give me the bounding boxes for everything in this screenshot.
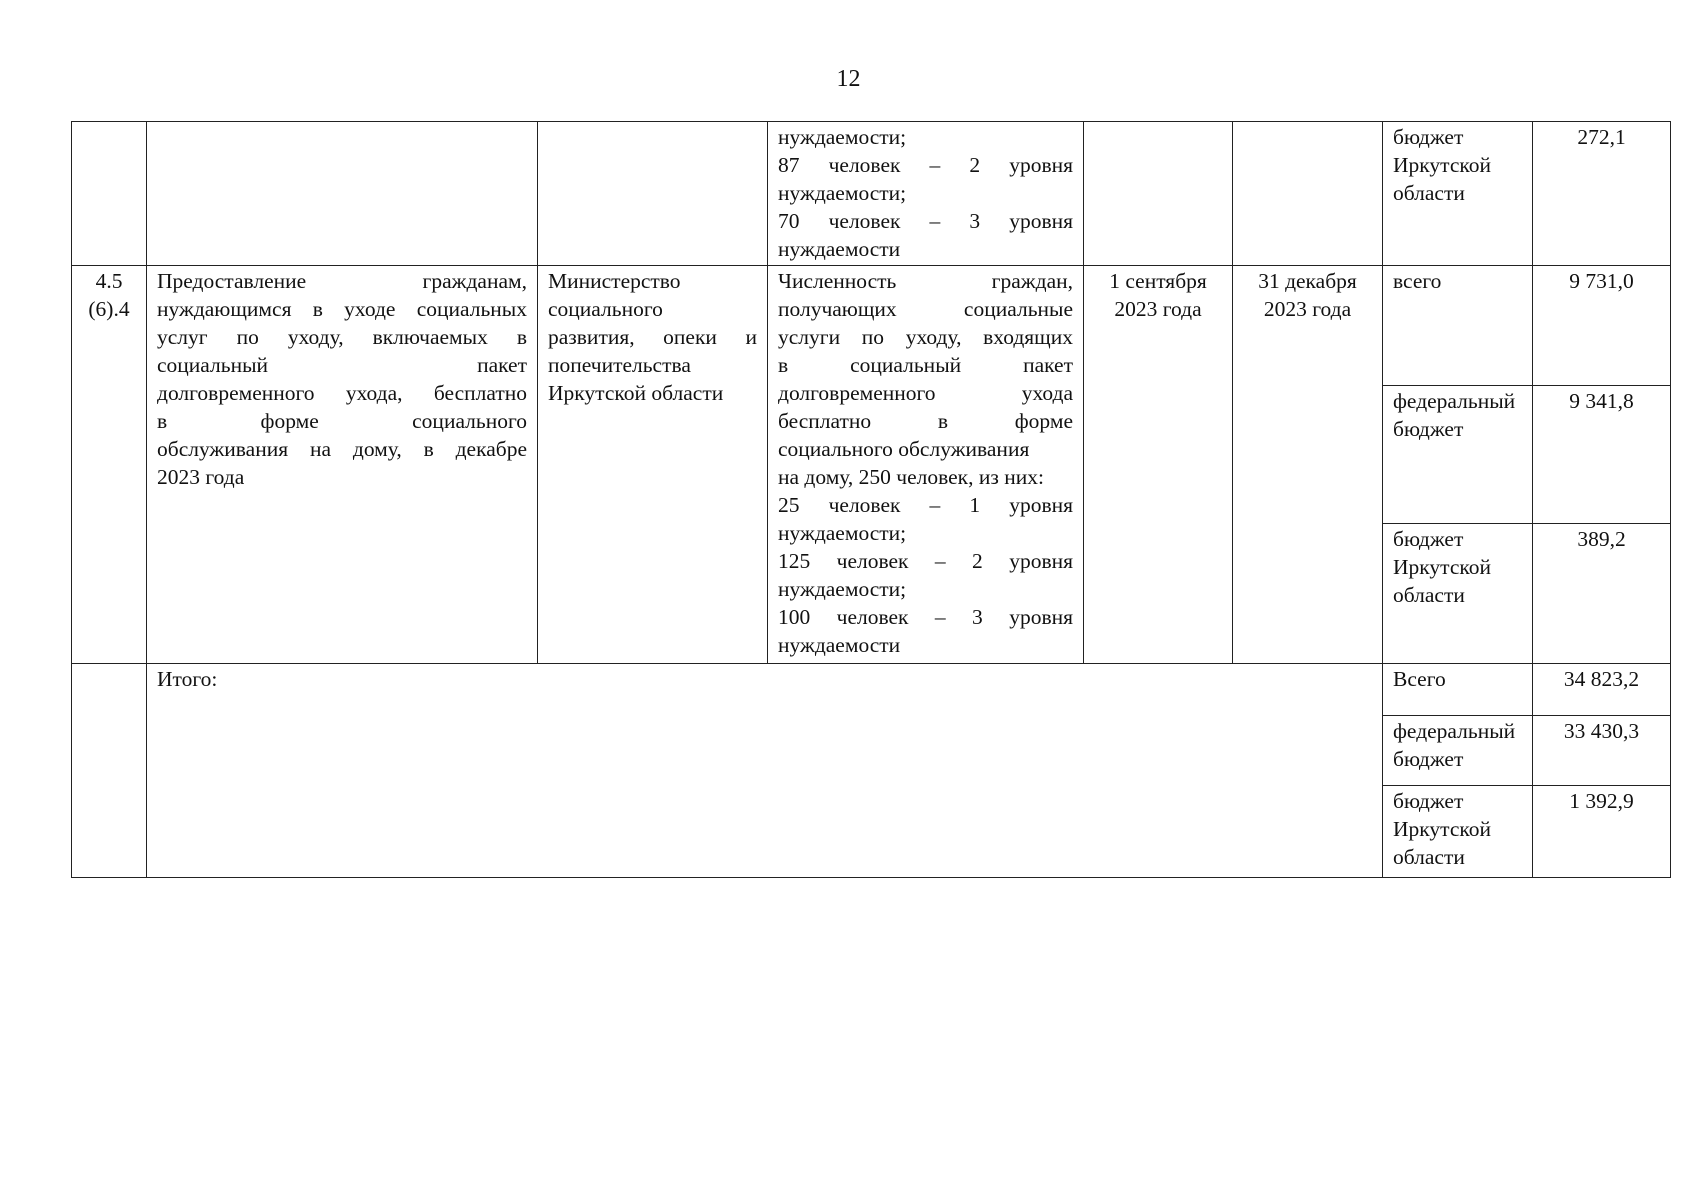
indicator-line: нуждаемости; (778, 125, 907, 149)
total-label-cell: Итого: (147, 664, 1383, 878)
indicator-line: нуждаемости (778, 633, 901, 657)
funding-source-cell: бюджет Иркутской области (1383, 122, 1533, 266)
indicator-line: 100 человек – 3 уровня (778, 605, 1073, 629)
indicator-line: услуги по уходу, входящих (778, 325, 1073, 349)
end-date-cell (1233, 122, 1383, 266)
activity-line: обслуживания на дому, в декабре (157, 437, 527, 461)
executor-line: Министерство (548, 269, 681, 293)
indicator-line: 87 человек – 2 уровня (778, 153, 1073, 177)
activity-line: 2023 года (157, 465, 245, 489)
funding-source-cell: бюджет Иркутской области (1383, 524, 1533, 664)
funding-source-cell: Всего (1383, 664, 1533, 716)
indicator-cell (768, 266, 1084, 664)
executor-line: попечительства (548, 353, 691, 377)
funding-amount-cell: 9 731,0 (1533, 266, 1671, 386)
indicator-line: 70 человек – 3 уровня (778, 209, 1073, 233)
indicator-line: нуждаемости; (778, 521, 907, 545)
activity-cell (147, 122, 538, 266)
table-row (72, 266, 1671, 386)
funding-amount-cell: 9 341,8 (1533, 386, 1671, 524)
funding-amount-cell: 389,2 (1533, 524, 1671, 664)
end-date-cell: 31 декабря 2023 года (1233, 266, 1383, 664)
indicator-line: в социальный пакет (778, 353, 1073, 377)
row-number-cell: 4.5 (6).4 (72, 266, 147, 664)
funding-source-cell: федеральный бюджет (1383, 386, 1533, 524)
funding-source-cell: всего (1383, 266, 1533, 386)
funding-source-cell: бюджет Иркутской области (1383, 786, 1533, 878)
measures-table (71, 121, 1671, 878)
indicator-cell (768, 122, 1084, 266)
funding-source-cell: федеральный бюджет (1383, 716, 1533, 786)
number-cell (72, 122, 147, 266)
indicator-line: нуждаемости; (778, 181, 907, 205)
total-row (72, 664, 1671, 716)
funding-amount-cell: 1 392,9 (1533, 786, 1671, 878)
indicator-line: социального обслуживания (778, 437, 1030, 461)
indicator-line: 25 человек – 1 уровня (778, 493, 1073, 517)
indicator-line: нуждаемости (778, 237, 901, 261)
indicator-line: получающих социальные (778, 297, 1073, 321)
executor-cell (538, 266, 768, 664)
page-number: 12 (836, 66, 861, 92)
indicator-line: на дому, 250 человек, из них: (778, 465, 1044, 489)
executor-line: Иркутской области (548, 381, 724, 405)
number-cell (72, 664, 147, 878)
activity-line: нуждающимся в уходе социальных (157, 297, 527, 321)
funding-amount-cell: 33 430,3 (1533, 716, 1671, 786)
indicator-line: нуждаемости; (778, 577, 907, 601)
continuation-row (72, 122, 1671, 266)
funding-amount-cell: 272,1 (1533, 122, 1671, 266)
activity-line: социальный пакет (157, 353, 527, 377)
indicator-line: Численность граждан, (778, 269, 1073, 293)
activity-cell (147, 266, 538, 664)
start-date-cell: 1 сентября 2023 года (1084, 266, 1233, 664)
indicator-line: бесплатно в форме (778, 409, 1073, 433)
indicator-line: 125 человек – 2 уровня (778, 549, 1073, 573)
executor-cell (538, 122, 768, 266)
executor-line: социального (548, 297, 663, 321)
start-date-cell (1084, 122, 1233, 266)
indicator-line: долговременного ухода (778, 381, 1073, 405)
executor-line: развития, опеки и (548, 325, 757, 349)
activity-line: в форме социального (157, 409, 527, 433)
activity-line: услуг по уходу, включаемых в (157, 325, 527, 349)
activity-line: Предоставление гражданам, (157, 269, 527, 293)
funding-amount-cell: 34 823,2 (1533, 664, 1671, 716)
activity-line: долговременного ухода, бесплатно (157, 381, 527, 405)
